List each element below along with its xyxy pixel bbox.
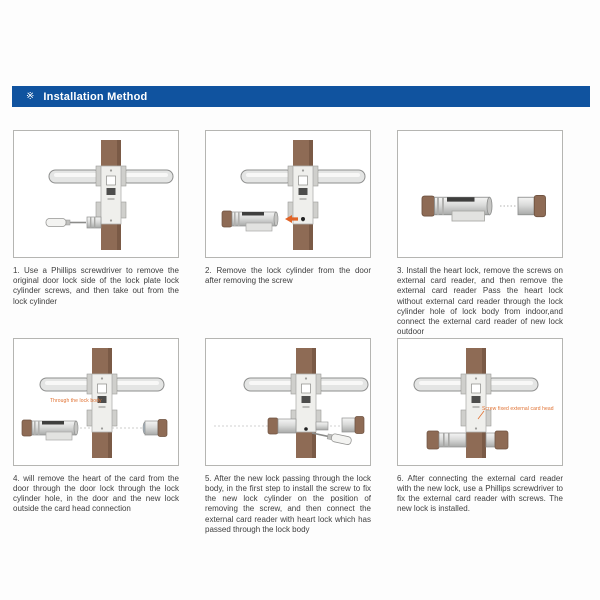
step-2-caption: 2. Remove the lock cylinder from the door after removing the screw: [205, 266, 371, 286]
step-1-caption: 1. Use a Phillips screwdriver to remove the original door lock side of the lock plate lock cylinder screws, and then take out from the lock cylinder: [13, 266, 179, 306]
step-panel-6: [397, 338, 563, 535]
fix-cylinder-screw-icon: [206, 339, 370, 465]
step-2-illustration-box: [205, 130, 371, 258]
step-panel-5: [205, 338, 371, 535]
page-title: Installation Method: [43, 90, 148, 103]
step-4-caption: 4. will remove the heart of the card from the door through the door lock through the lock cylinder hole, in the door and the new lock outside the card head connection: [13, 473, 179, 514]
step-panel-2: [205, 130, 371, 338]
reference-mark-icon: ※: [26, 91, 35, 102]
step-panel-1: [13, 130, 179, 338]
steps-grid: [13, 130, 563, 535]
screw-fixed-card-head-label: Screw fixed external card head: [482, 405, 554, 412]
heart-lock-disassembled-icon: [398, 131, 562, 257]
section-header: [12, 86, 590, 107]
lock-cylinder-removed-icon: [206, 131, 370, 257]
through-lock-body-label: Through the lock body: [50, 397, 102, 404]
step-5-caption: 5. After the new lock passing through the lock body, in the first step to install the screw to fix the new lock cylinder on the position of removing the screw, and then connect the external card reader with heart lock which has passed through the lock body: [205, 473, 371, 534]
step-1-illustration-box: [13, 130, 179, 258]
step-5-illustration-box: [205, 338, 371, 466]
lock-with-screwdriver-icon: [14, 131, 178, 257]
step-6-illustration-box: [397, 338, 563, 466]
installed-lock-icon: [398, 339, 562, 465]
step-panel-4: [13, 338, 179, 535]
step-4-illustration-box: [13, 338, 179, 466]
step-3-caption: 3. Install the heart lock, remove the screws on external card reader, and then remove the external card reader Pass the heart lock without external card reader through the lock cylinder hole of lock body from indoor,and connect the external card reader of new lock outdoor: [397, 266, 563, 337]
step-6-caption: 6. After connecting the external card reader with the new lock, use a Phillips screwdriver to fix the external card reader with screws. The new lock is installed.: [397, 473, 563, 514]
step-3-illustration-box: [397, 130, 563, 258]
step-panel-3: [397, 130, 563, 338]
